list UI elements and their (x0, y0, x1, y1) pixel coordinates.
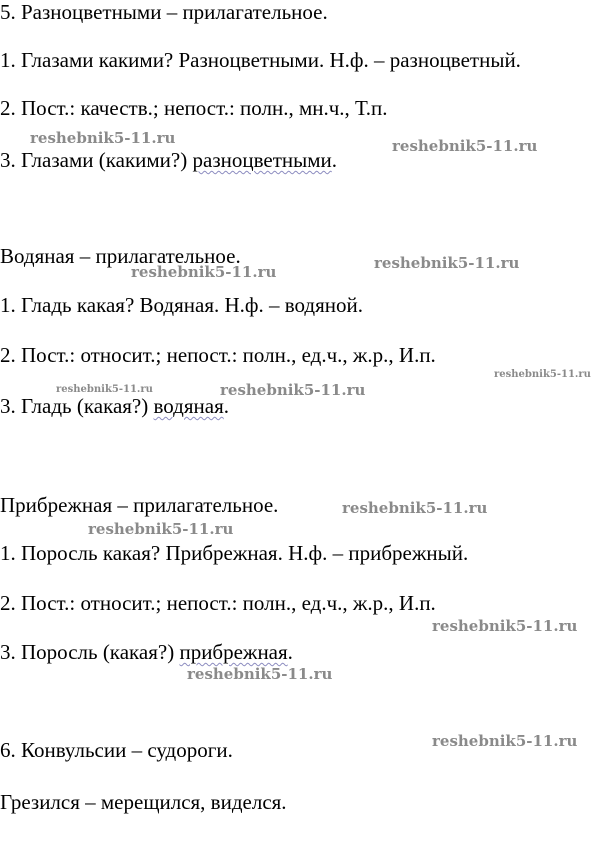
section5-line3 (0, 148, 337, 172)
section6-line2: Грезился – мерещился, виделся. (0, 790, 287, 814)
pribrezhnaya-line2: 2. Пост.: относит.; непост.: полн., ед.ч., ж.р., И.п. (0, 591, 436, 615)
pribrezhnaya-line3-answer: прибрежная (179, 640, 288, 664)
watermark-text: reshebnik5-11.ru (88, 520, 234, 538)
watermark-text: reshebnik5-11.ru (30, 129, 176, 147)
watermark-text: reshebnik5-11.ru (432, 617, 578, 635)
watermark-text: reshebnik5-11.ru (374, 254, 520, 272)
section5-line2: 2. Пост.: качеств.; непост.: полн., мн.ч., Т.п. (0, 96, 388, 120)
vodyanaya-line1: 1. Гладь какая? Водяная. Н.ф. – водяной. (0, 293, 363, 317)
pribrezhnaya-line3-text: 3. Поросль (какая?) (0, 640, 180, 664)
watermark-text: reshebnik5-11.ru (220, 381, 366, 399)
vodyanaya-line3-answer: водяная (153, 394, 224, 418)
section5-line3-answer: разноцветными (192, 148, 332, 172)
pribrezhnaya-line3 (0, 640, 293, 664)
pribrezhnaya-line3-end: . (287, 640, 293, 664)
pribrezhnaya-heading: Прибрежная – прилагательное. (0, 493, 279, 517)
pribrezhnaya-line1: 1. Поросль какая? Прибрежная. Н.ф. – прибрежный. (0, 541, 469, 565)
watermark-text: reshebnik5-11.ru (56, 384, 153, 395)
vodyanaya-line3-end: . (223, 394, 229, 418)
vodyanaya-heading: Водяная – прилагательное. (0, 244, 241, 268)
watermark-text: reshebnik5-11.ru (342, 499, 488, 517)
watermark-text: reshebnik5-11.ru (131, 263, 277, 281)
section5-line3-end: . (331, 148, 338, 172)
vodyanaya-line3-text: 3. Гладь (какая?) (0, 394, 154, 418)
watermark-text: reshebnik5-11.ru (494, 369, 591, 380)
section5-heading: 5. Разноцветными – прилагательное. (0, 0, 328, 24)
watermark-text: reshebnik5-11.ru (187, 665, 333, 683)
vodyanaya-line2: 2. Пост.: относит.; непост.: полн., ед.ч., ж.р., И.п. (0, 343, 436, 367)
section5-line1: 1. Глазами какими? Разноцветными. Н.ф. – разноцветный. (0, 48, 521, 72)
section6-line1: 6. Конвульсии – судороги. (0, 738, 233, 762)
watermark-text: reshebnik5-11.ru (432, 732, 578, 750)
watermark-text: reshebnik5-11.ru (392, 137, 538, 155)
section5-line3-text: 3. Глазами (какими?) (0, 148, 193, 172)
vodyanaya-line3 (0, 394, 229, 418)
